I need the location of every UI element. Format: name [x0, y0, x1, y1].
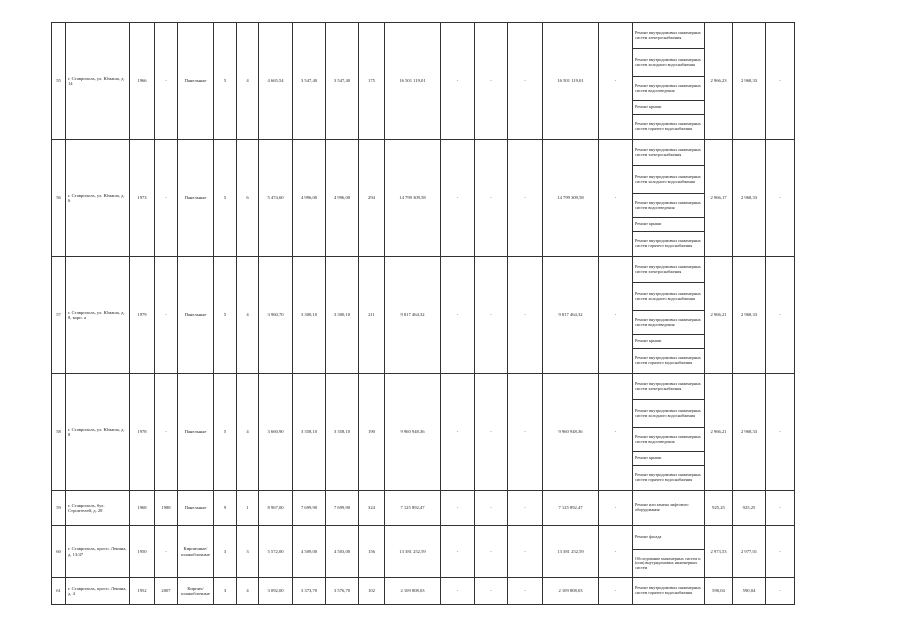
cell-area-living: 3 547,40: [293, 23, 326, 140]
cell-cost-total: 13 381 252,59: [385, 526, 441, 578]
cell-c4: -: [599, 526, 633, 578]
cell-limit-cost: 2 968,33: [733, 257, 766, 374]
cell-address: г. Ставрополь, просп. Ленина, д. 13/47: [66, 526, 130, 578]
table-row: [52, 526, 795, 550]
cell-year-built: 1950: [130, 526, 155, 578]
cell-unit-cost: 925,25: [705, 491, 733, 526]
cell-num: 59: [52, 491, 66, 526]
cell-limit-cost: 2 977,01: [733, 526, 766, 578]
cell-work-type: Ремонт внутридомовых инженерных систем водоотведения: [633, 194, 705, 218]
cell-area-living: 4 996,00: [293, 140, 326, 257]
table-row: [52, 491, 795, 526]
cell-work-type: Ремонт крыши: [633, 101, 705, 115]
cell-unit-cost: 2 966,21: [705, 257, 733, 374]
cell-area-living2: 4 996,00: [326, 140, 359, 257]
cell-num: 55: [52, 23, 66, 140]
cell-cost-total: 16 501 119,01: [385, 23, 441, 140]
cell-c4: -: [599, 374, 633, 491]
cell-c1: -: [441, 257, 475, 374]
cell-entrances: 4: [237, 23, 259, 140]
cell-area-living: 3 358,10: [293, 374, 326, 491]
cell-area-total: 3 092,00: [259, 578, 293, 605]
table-row: [52, 23, 795, 49]
cell-last: -: [766, 257, 795, 374]
cell-area-living2: 7 699,90: [326, 491, 359, 526]
cell-year-built: 1952: [130, 578, 155, 605]
cell-c2: -: [475, 140, 508, 257]
cell-year-built: 1966: [130, 23, 155, 140]
cell-year-reno: -: [155, 23, 178, 140]
cell-address: г. Ставрополь, ул. Юмаша, д. 8: [66, 374, 130, 491]
cell-c4: -: [599, 140, 633, 257]
cell-cost-total: 2 109 808,03: [385, 578, 441, 605]
table-row: [52, 578, 795, 605]
cell-entrances: 4: [237, 257, 259, 374]
cell-work-type: Ремонт внутридомовых инженерных систем электроснабжения: [633, 23, 705, 49]
cell-wall: Кирпич/ шлакоблочные: [178, 578, 214, 605]
cell-residents: 294: [359, 140, 385, 257]
cell-floors: 5: [214, 23, 237, 140]
cell-wall: Панельные: [178, 23, 214, 140]
cell-area-total: 5 572,00: [259, 526, 293, 578]
cell-cost-total: 14 799 309,58: [385, 140, 441, 257]
cell-num: 56: [52, 140, 66, 257]
cell-wall: Панельные: [178, 491, 214, 526]
cell-work-type: Ремонт внутридомовых инженерных систем горячего водоснабжения: [633, 232, 705, 257]
cell-c1: -: [441, 374, 475, 491]
cell-last: -: [766, 140, 795, 257]
cell-area-living: 3 300,10: [293, 257, 326, 374]
cell-area-living2: 3 300,10: [326, 257, 359, 374]
cell-work-type: Ремонт внутридомовых инженерных систем горячего водоснабжения: [633, 578, 705, 605]
cell-cost-owners: 16 501 119,01: [543, 23, 599, 140]
cell-work-type: Ремонт крыши: [633, 335, 705, 349]
cell-cost-owners: 7 125 892,47: [543, 491, 599, 526]
cell-limit-cost: 590,04: [733, 578, 766, 605]
cell-year-built: 1979: [130, 257, 155, 374]
cell-work-type: Ремонт крыши: [633, 218, 705, 232]
cell-area-total: 5 474,60: [259, 140, 293, 257]
cell-work-type: Ремонт крыши: [633, 452, 705, 466]
cell-year-reno: -: [155, 140, 178, 257]
cell-num: 61: [52, 578, 66, 605]
cell-cost-owners: 2 109 808,03: [543, 578, 599, 605]
cell-area-total: 3 960,70: [259, 257, 293, 374]
cell-last: -: [766, 491, 795, 526]
cell-unit-cost: 2 966,21: [705, 374, 733, 491]
cell-floors: 5: [214, 374, 237, 491]
cell-unit-cost: 590,04: [705, 578, 733, 605]
cell-last: -: [766, 374, 795, 491]
cell-wall: Панельные: [178, 374, 214, 491]
cell-floors: 9: [214, 491, 237, 526]
cell-c2: -: [475, 23, 508, 140]
cell-cost-owners: 13 381 252,59: [543, 526, 599, 578]
cell-c2: -: [475, 374, 508, 491]
cell-wall: Кирпичные/ шлакоблочные: [178, 526, 214, 578]
cell-c1: -: [441, 140, 475, 257]
cell-area-living2: 3 547,40: [326, 23, 359, 140]
cell-year-built: 1973: [130, 140, 155, 257]
cell-year-reno: -: [155, 526, 178, 578]
cell-c3: -: [508, 23, 543, 140]
cell-wall: Панельные: [178, 257, 214, 374]
cell-c2: -: [475, 578, 508, 605]
cell-residents: 156: [359, 526, 385, 578]
cell-residents: 324: [359, 491, 385, 526]
housing-repair-table: [51, 22, 795, 605]
cell-work-type: Ремонт внутридомовых инженерных систем холодного водоснабжения: [633, 400, 705, 428]
cell-area-total: 3 660,90: [259, 374, 293, 491]
cell-c3: -: [508, 526, 543, 578]
cell-area-living: 4 509,00: [293, 526, 326, 578]
cell-wall: Панельные: [178, 140, 214, 257]
cell-cost-owners: 14 799 309,58: [543, 140, 599, 257]
cell-address: г. Ставрополь, бул. Строителей, д. 28: [66, 491, 130, 526]
cell-entrances: 3: [237, 526, 259, 578]
cell-year-built: 1968: [130, 491, 155, 526]
cell-c2: -: [475, 257, 508, 374]
cell-address: г. Ставрополь, ул. Юмаша, д. 8, корп. а: [66, 257, 130, 374]
cell-entrances: 6: [237, 140, 259, 257]
cell-residents: 175: [359, 23, 385, 140]
cell-address: г. Ставрополь, ул. Юмаша, д. 6: [66, 140, 130, 257]
cell-c3: -: [508, 374, 543, 491]
cell-work-type: Ремонт внутридомовых инженерных систем водоотведения: [633, 77, 705, 101]
cell-entrances: 4: [237, 374, 259, 491]
cell-work-type: Ремонт внутридомовых инженерных систем электроснабжения: [633, 374, 705, 400]
cell-area-living: 3 373,70: [293, 578, 326, 605]
cell-area-total: 8 967,00: [259, 491, 293, 526]
cell-num: 57: [52, 257, 66, 374]
cell-work-type: Ремонт внутридомовых инженерных систем холодного водоснабжения: [633, 49, 705, 77]
cell-residents: 190: [359, 374, 385, 491]
table-row: [52, 257, 795, 283]
cell-work-type: Ремонт внутридомовых инженерных систем водоотведения: [633, 311, 705, 335]
cell-c4: -: [599, 257, 633, 374]
table-row: [52, 140, 795, 166]
cell-area-living2: 4 503,00: [326, 526, 359, 578]
cell-limit-cost: 2 968,33: [733, 140, 766, 257]
cell-work-type: Обследование инженерных систем и (или) внутридомовых инженерных систем: [633, 550, 705, 578]
cell-c4: -: [599, 23, 633, 140]
cell-area-living2: 3 576,70: [326, 578, 359, 605]
cell-work-type: Ремонт или замена лифтового оборудования: [633, 491, 705, 526]
cell-last: -: [766, 578, 795, 605]
cell-year-reno: 2007: [155, 578, 178, 605]
cell-year-reno: 1988: [155, 491, 178, 526]
cell-cost-total: 9 960 948,36: [385, 374, 441, 491]
cell-work-type: Ремонт внутридомовых инженерных систем водоотведения: [633, 428, 705, 452]
cell-residents: 102: [359, 578, 385, 605]
cell-cost-owners: 9 817 464,32: [543, 257, 599, 374]
cell-c1: -: [441, 23, 475, 140]
cell-work-type: Ремонт внутридомовых инженерных систем горячего водоснабжения: [633, 115, 705, 140]
cell-work-type: Ремонт внутридомовых инженерных систем холодного водоснабжения: [633, 283, 705, 311]
cell-entrances: 1: [237, 491, 259, 526]
cell-year-reno: -: [155, 374, 178, 491]
cell-c2: -: [475, 491, 508, 526]
cell-cost-total: 7 125 892,47: [385, 491, 441, 526]
table-row: [52, 374, 795, 400]
cell-limit-cost: 2 968,33: [733, 374, 766, 491]
cell-work-type: Ремонт внутридомовых инженерных систем горячего водоснабжения: [633, 466, 705, 491]
cell-area-living2: 3 358,10: [326, 374, 359, 491]
cell-limit-cost: 2 968,33: [733, 23, 766, 140]
cell-cost-owners: 9 960 948,36: [543, 374, 599, 491]
cell-area-living: 7 699,90: [293, 491, 326, 526]
cell-cost-total: 9 817 464,32: [385, 257, 441, 374]
cell-c1: -: [441, 578, 475, 605]
cell-last: -: [766, 526, 795, 578]
cell-unit-cost: 2 966,17: [705, 140, 733, 257]
cell-address: г. Ставрополь, ул. Юмаша, д. 14: [66, 23, 130, 140]
cell-num: 60: [52, 526, 66, 578]
cell-work-type: Ремонт внутридомовых инженерных систем горячего водоснабжения: [633, 349, 705, 374]
cell-unit-cost: 2 973,53: [705, 526, 733, 578]
cell-year-built: 1978: [130, 374, 155, 491]
cell-work-type: Ремонт внутридомовых инженерных систем электроснабжения: [633, 257, 705, 283]
cell-floors: 5: [214, 140, 237, 257]
cell-c4: -: [599, 491, 633, 526]
cell-floors: 3: [214, 578, 237, 605]
cell-c3: -: [508, 140, 543, 257]
cell-work-type: Ремонт внутридомовых инженерных систем электроснабжения: [633, 140, 705, 166]
cell-last: -: [766, 23, 795, 140]
cell-unit-cost: 2 966,23: [705, 23, 733, 140]
cell-floors: 3: [214, 526, 237, 578]
cell-year-reno: -: [155, 257, 178, 374]
cell-entrances: 4: [237, 578, 259, 605]
cell-c1: -: [441, 491, 475, 526]
cell-area-total: 4 665,54: [259, 23, 293, 140]
cell-c2: -: [475, 526, 508, 578]
cell-work-type: Ремонт фасада: [633, 526, 705, 550]
cell-c1: -: [441, 526, 475, 578]
cell-c3: -: [508, 257, 543, 374]
cell-residents: 211: [359, 257, 385, 374]
cell-address: г. Ставрополь, просп. Ленина, д. 4: [66, 578, 130, 605]
cell-c3: -: [508, 578, 543, 605]
cell-c4: -: [599, 578, 633, 605]
cell-num: 58: [52, 374, 66, 491]
cell-work-type: Ремонт внутридомовых инженерных систем холодного водоснабжения: [633, 166, 705, 194]
cell-floors: 5: [214, 257, 237, 374]
cell-c3: -: [508, 491, 543, 526]
cell-limit-cost: 925,25: [733, 491, 766, 526]
